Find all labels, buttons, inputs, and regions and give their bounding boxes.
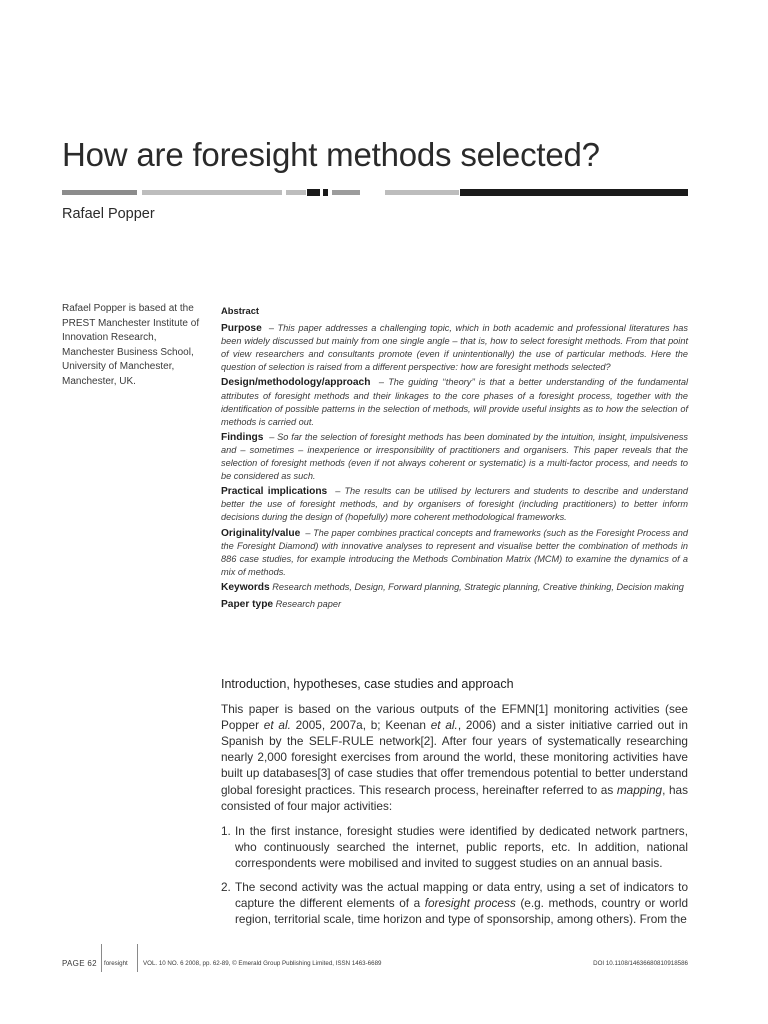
abstract-label: Design/methodology/approach [221, 377, 371, 389]
body-paragraph [221, 701, 688, 814]
volume-info: VOL. 10 NO. 6 2008, pp. 62-89, © Emerald Group Publishing Limited, ISSN 1463-6689 [143, 960, 382, 967]
list-text [235, 879, 688, 927]
title-rule [62, 189, 688, 197]
article-title: How are foresight methods selected? [62, 136, 600, 173]
page-footer [62, 944, 688, 972]
article-author: Rafael Popper [62, 206, 155, 222]
abstract-paper-type [221, 598, 688, 611]
activities-list [221, 823, 688, 928]
list-number: 1. [221, 823, 231, 838]
abstract-text: So far the selection of foresight methods has been dominated by the intuition, insight, impulsiveness and – sometimes – inexperience or irresponsibility of practitioners and organisers. This paper reveals that the selection of foresight methods (even if not always coherent or systematic) is a multi-factor process, and needs to be considered as such. [221, 431, 689, 482]
author-note: Rafael Popper is based at the PREST Manchester Institute of Innovation Research, Manchester Business School, University of Manchester, Manchester, UK. [62, 303, 200, 387]
body-emphasis: et al. [263, 718, 291, 733]
footer-divider [101, 944, 102, 972]
abstract-originality: Originality/value – The paper combines practical concepts and frameworks (such as the Foresight Process and the Foresight Diamond) with innovative analyses to represent and visualise better the combination of methods in 886 case studies, for example introducing the Methods Combination Matrix (MCM) to examine the dynamics of a mix of methods. [221, 527, 688, 577]
doi: DOI 10.1108/14636680810918586 [593, 960, 688, 967]
abstract-purpose: Purpose – This paper addresses a challenging topic, which in both academic and professional literatures has been widely discussed but mainly from one single angle – that is, how to select foresight methods. From that point of view researchers and consultants promote (even if unintentionally) the use of particular methods. Here the question of selection is raised from a different perspective: how are foresight methods selected? [221, 323, 688, 373]
list-emphasis: foresight process [424, 896, 516, 911]
article-body [221, 676, 688, 935]
abstract-label: Practical implications [221, 486, 328, 498]
abstract-label: Purpose [221, 323, 262, 335]
abstract-text: This paper addresses a challenging topic, which in both academic and professional literatures has been widely discussed but mainly from one single angle – that is, how to select foresight methods. From that point of view researchers and consultants promote (even if unintentionally) the use of particular methods. Here the question of selection is raised from a different perspective: how are foresight methods selected? [221, 323, 688, 373]
keywords-label: Keywords [221, 581, 270, 593]
abstract-keywords [221, 581, 688, 594]
list-number: 2. [221, 880, 231, 895]
abstract-text: The guiding ‘‘theory’’ is that a better understanding of the fundamental attributes of foresight methods and their linkages to the core phases of a foresight process, together with the identification of possible patterns in the selection of methods, will provide useful insights as to how the selection of methods is carried out. [221, 377, 689, 427]
abstract-label: Findings [221, 431, 264, 443]
abstract-implications: Practical implications – The results can be utilised by lecturers and students to describe and understand better the use of foresight methods, and by organisers of foresight (including practitioners) to better inform decisions during the design of (hopefully) more coherent methodological frameworks. [221, 486, 688, 523]
abstract-heading: Abstract [221, 305, 260, 316]
journal-name: foresight [104, 960, 128, 967]
abstract-design: Design/methodology/approach – The guiding ‘‘theory’’ is that a better understanding of the fundamental attributes of foresight methods and their linkages to the core phases of a foresight process, together with the identification of possible patterns in the selection of methods, will provide useful insights as to how the selection of methods is carried out. [221, 377, 689, 427]
paper-type-text: Research paper [275, 598, 342, 609]
footer-divider [137, 944, 138, 972]
keywords-text: Research methods, Design, Forward planning, Strategic planning, Creative thinking, Decision making [272, 581, 684, 592]
abstract-text: The paper combines practical concepts and frameworks (such as the Foresight Process and the Foresight Diamond) with innovative analyses to represent and visualise better the combination of methods in 886 case studies, for example introducing the Methods Combination Matrix (MCM) to examine the dynamics of a mix of methods. [221, 527, 688, 577]
list-text-part: The second activity was the actual mapping or data entry, using a set of indicators to capture the different elements of a [235, 880, 688, 911]
abstract-findings: Findings – So far the selection of foresight methods has been dominated by the intuition, insight, impulsiveness and – sometimes – inexperience or irresponsibility of practitioners and organisers. This paper reveals that the selection of foresight methods (even if not always coherent or systematic) is a multi-factor process, and needs to be considered as such. [221, 431, 689, 482]
abstract-label: Originality/value [221, 527, 301, 539]
paper-type-label: Paper type [221, 598, 274, 610]
body-text: , 2006) and a sister initiative carried out in Spanish by the SELF-RULE network[2]. After four years of systematically researching nearly 2,000 foresight exercises from around the world, these monitoring activities have built up databases[3] of case studies that offer tremendous potential to better understand global foresight practices. This research process, hereinafter referred to as [221, 718, 688, 797]
body-emphasis: et al. [430, 718, 458, 733]
body-text: This paper is based on the various outputs of the EFMN[1] monitoring activities (see Popper [221, 702, 688, 733]
abstract [221, 304, 688, 613]
section-heading: Introduction, hypotheses, case studies and approach [221, 677, 514, 691]
list-item [221, 823, 688, 871]
list-text: In the first instance, foresight studies were identified by dedicated network partners, who continuously searched the internet, public reports, etc. In addition, national correspondents were mobilised and invited to suggest studies on an annual basis. [235, 823, 688, 870]
body-text: , has consisted of four major activities: [221, 782, 688, 813]
body-text: 2005, 2007a, b; Keenan [290, 718, 431, 733]
list-text-part: (e.g. methods, country or world region, territorial scale, time horizon and type of sponsorship, among others). From the [235, 896, 689, 927]
body-emphasis: mapping [616, 782, 663, 797]
abstract-text: The results can be utilised by lecturers and students to describe and understand better the use of foresight methods, and by organisers of foresight (including practitioners) to better inform decisions during the design of (hopefully) more coherent methodological frameworks. [221, 486, 688, 523]
page-number: PAGE 62 [62, 959, 97, 968]
list-item [221, 879, 688, 927]
